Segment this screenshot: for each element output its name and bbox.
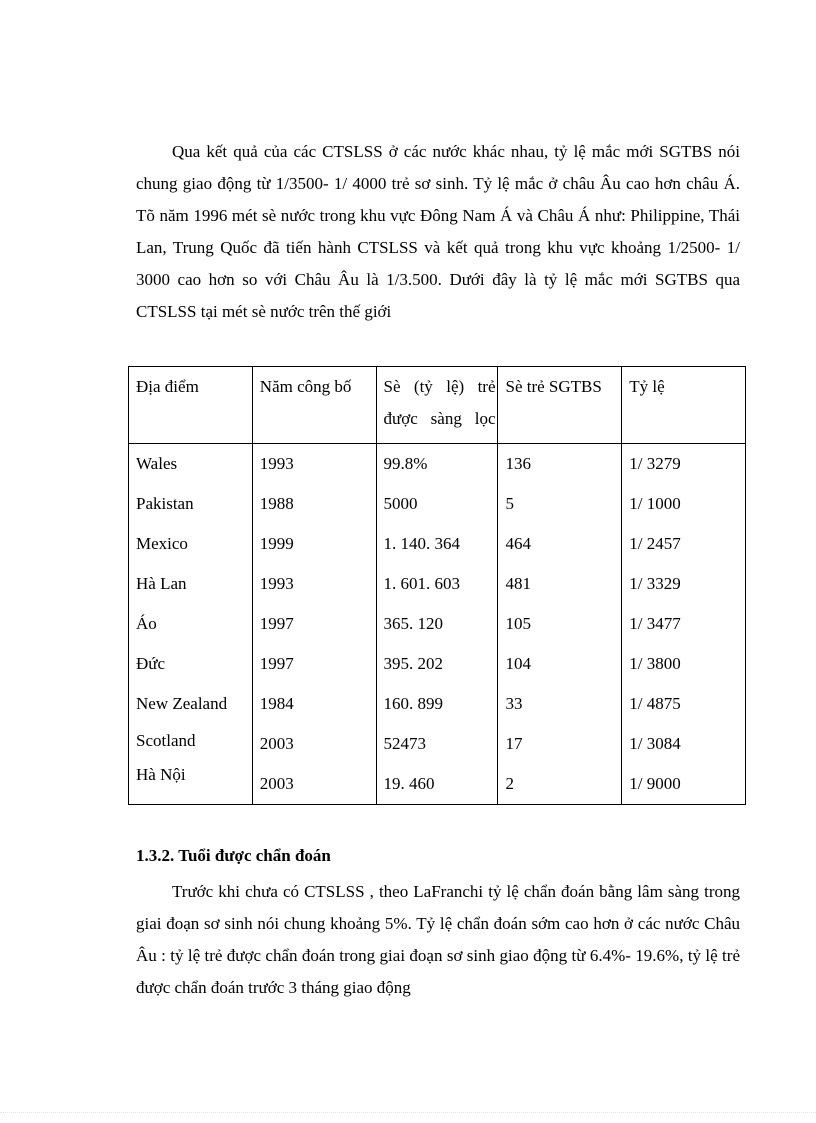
table-row bbox=[129, 564, 746, 604]
table-row bbox=[129, 644, 746, 684]
cell-screened-merged bbox=[376, 724, 498, 805]
cell-screened: 19. 460 bbox=[383, 774, 435, 793]
incidence-table bbox=[128, 366, 746, 805]
cell-location: Hà Lan bbox=[129, 564, 253, 604]
cell-year: 2003 bbox=[259, 774, 294, 793]
table-row bbox=[129, 444, 746, 485]
cell-cases: 5 bbox=[498, 484, 622, 524]
cell-location: Đức bbox=[129, 644, 253, 684]
header-ratio: Tỷ lệ bbox=[622, 367, 746, 444]
cell-screened: 1. 601. 603 bbox=[376, 564, 498, 604]
intro-paragraph-text: Qua kết quả của các CTSLSS ở các nước khác nhau, tỷ lệ mắc mới SGTBS nói chung giao động từ 1/3500- 1/ 4000 trẻ sơ sinh. Tỷ lệ mắc ở châu Âu cao hơn châu Á. Tõ năm 1996 mét sè nước trong khu vực Đông Nam Á và Châu Á như: Philippine, Thái Lan, Trung Quốc đã tiến hành CTSLSS và kết quả trong khu vực khoảng 1/2500- 1/ 3000 cao hơn so với Châu Âu là 1/3.500. Dưới đây là tỷ lệ mắc mới SGTBS qua CTSLSS tại mét sè nước trên thế giới bbox=[136, 142, 740, 321]
cell-ratio: 1/ 9000 bbox=[629, 774, 681, 793]
cell-year-merged bbox=[252, 724, 376, 805]
cell-location-merged bbox=[129, 724, 253, 805]
cell-cases: 105 bbox=[498, 604, 622, 644]
cell-cases: 481 bbox=[498, 564, 622, 604]
cell-location: Pakistan bbox=[129, 484, 253, 524]
cell-year: 1993 bbox=[252, 444, 376, 485]
cell-ratio: 1/ 3477 bbox=[622, 604, 746, 644]
cell-cases-merged bbox=[498, 724, 622, 805]
cell-screened: 1. 140. 364 bbox=[376, 524, 498, 564]
header-cases: Sè trẻ SGTBS bbox=[498, 367, 622, 444]
table-row bbox=[129, 604, 746, 644]
cell-screened: 99.8% bbox=[376, 444, 498, 485]
cell-cases: 464 bbox=[498, 524, 622, 564]
cell-ratio: 1/ 1000 bbox=[622, 484, 746, 524]
header-screened-text: Sè (tỷ lệ) trẻ được sàng lọc bbox=[383, 377, 496, 428]
cell-year: 1984 bbox=[252, 684, 376, 724]
header-screened bbox=[376, 367, 498, 444]
cell-location: Mexico bbox=[129, 524, 253, 564]
cell-year: 1997 bbox=[252, 604, 376, 644]
cell-year: 1997 bbox=[252, 644, 376, 684]
cell-ratio: 1/ 2457 bbox=[622, 524, 746, 564]
cell-location: Hà Nội bbox=[136, 765, 186, 784]
cell-ratio: 1/ 3329 bbox=[622, 564, 746, 604]
cell-year: 1999 bbox=[252, 524, 376, 564]
cell-cases: 104 bbox=[498, 644, 622, 684]
cell-cases: 33 bbox=[498, 684, 622, 724]
cell-cases: 2 bbox=[505, 774, 514, 793]
table-row bbox=[129, 524, 746, 564]
table-header-row bbox=[129, 367, 746, 444]
cell-cases: 136 bbox=[498, 444, 622, 485]
cell-ratio: 1/ 3279 bbox=[622, 444, 746, 485]
diagnosis-paragraph bbox=[136, 876, 740, 1004]
cell-location: Áo bbox=[129, 604, 253, 644]
cell-cases: 17 bbox=[505, 734, 523, 753]
cell-location: Wales bbox=[129, 444, 253, 485]
cell-screened: 5000 bbox=[376, 484, 498, 524]
cell-ratio: 1/ 3800 bbox=[622, 644, 746, 684]
cell-ratio-merged bbox=[622, 724, 746, 805]
table-row bbox=[129, 484, 746, 524]
cell-location: New Zealand bbox=[129, 684, 253, 724]
intro-paragraph bbox=[136, 136, 740, 328]
table-row-merged bbox=[129, 724, 746, 805]
cell-year: 2003 bbox=[259, 734, 294, 753]
cell-year: 1988 bbox=[252, 484, 376, 524]
header-year: Năm công bố bbox=[252, 367, 376, 444]
cell-year: 1993 bbox=[252, 564, 376, 604]
diagnosis-paragraph-text: Trước khi chưa có CTSLSS , theo LaFranchi tỷ lệ chẩn đoán bằng lâm sàng trong giai đoạn sơ sinh nói chung khoảng 5%. Tỷ lệ chẩn đoán sớm cao hơn ở các nước Châu Âu : tỷ lệ trẻ được chẩn đoán trong giai đoạn sơ sinh giao động từ 6.4%- 19.6%, tỷ lệ trẻ được chẩn đoán trước 3 tháng giao động bbox=[136, 882, 740, 997]
cell-screened: 395. 202 bbox=[376, 644, 498, 684]
cell-screened: 160. 899 bbox=[376, 684, 498, 724]
section-heading: 1.3.2. Tuổi được chẩn đoán bbox=[136, 846, 331, 865]
cell-ratio: 1/ 3084 bbox=[629, 734, 681, 753]
cell-location: Scotland bbox=[136, 731, 196, 750]
cell-screened: 52473 bbox=[383, 734, 426, 753]
cell-ratio: 1/ 4875 bbox=[622, 684, 746, 724]
cell-screened: 365. 120 bbox=[376, 604, 498, 644]
header-location: Địa điểm bbox=[129, 367, 253, 444]
page-edge-divider bbox=[0, 1112, 816, 1114]
table-row bbox=[129, 684, 746, 724]
